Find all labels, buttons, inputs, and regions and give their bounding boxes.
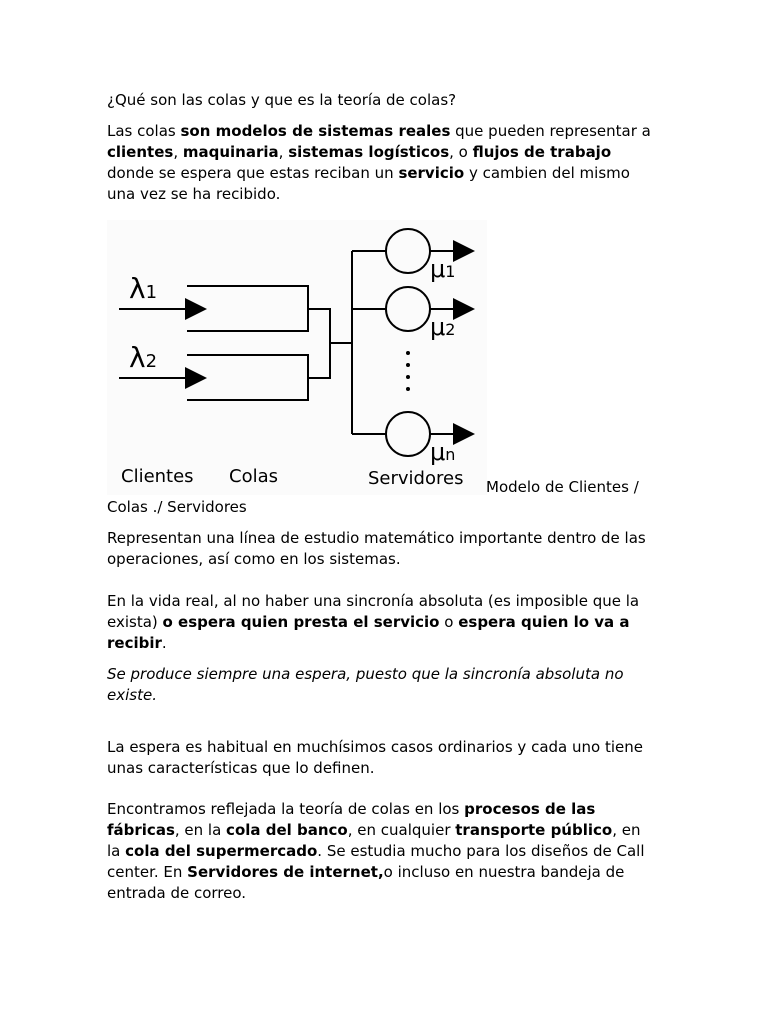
bold-phrase: maquinaria: [182, 143, 279, 161]
bold-phrase: espera quien lo va a recibir: [107, 613, 630, 652]
bold-phrase: cola del banco: [226, 821, 348, 839]
bold-phrase: sistemas logísticos: [288, 143, 450, 161]
queue-model-diagram: [107, 220, 487, 495]
bold-phrase: o espera quien presta el servicio: [162, 613, 440, 631]
mu-1-label: μ1: [430, 255, 456, 283]
ellipsis-dot: [406, 375, 410, 379]
figure-caption-line-1: Modelo de Clientes /: [486, 478, 639, 496]
bold-phrase: procesos de las fábricas: [107, 800, 596, 839]
bold-phrase: flujos de trabajo: [472, 143, 612, 161]
bold-phrase: clientes: [107, 143, 174, 161]
mu-n-label: μn: [430, 438, 456, 466]
paragraph-intro: Las colas son modelos de sistemas reales que pueden representar a clientes, maquinaria, sistemas logísticos, o flujos de trabajo donde se espera que estas reciban un servicio y cambien del mismo una vez se ha recibido.: [107, 122, 651, 203]
queues-label: Colas: [229, 466, 278, 487]
paragraph-italic-note: Se produce siempre una espera, puesto que la sincronía absoluta no existe.: [107, 665, 624, 704]
paragraph-examples: Encontramos reflejada la teoría de colas en los procesos de las fábricas, en la cola del banco, en cualquier transporte público, en la cola del supermercado. Se estudia mucho para los diseños de Call center. En Servidores de internet,o incluso en nuestra bandeja de entrada de correo.: [107, 800, 645, 902]
paragraph-waiting: La espera es habitual en muchísimos casos ordinarios y cada uno tiene unas características que lo definen.: [107, 738, 643, 777]
lambda-2-label: λ2: [129, 341, 158, 374]
servers-label: Servidores: [368, 468, 464, 489]
clients-label: Clientes: [121, 466, 194, 487]
paragraph-study: Representan una línea de estudio matemático importante dentro de las operaciones, así como en los sistemas.: [107, 529, 646, 568]
ellipsis-dot: [406, 351, 410, 355]
ellipsis-dot: [406, 363, 410, 367]
bold-phrase: son modelos de sistemas reales: [180, 122, 451, 140]
ellipsis-dot: [406, 387, 410, 391]
figure-caption-line-2: Colas ./ Servidores: [107, 498, 247, 516]
paragraph-real-life: En la vida real, al no haber una sincronía absoluta (es imposible que la exista) o espera quien presta el servicio o espera quien lo va a recibir.: [107, 592, 640, 652]
lambda-1-label: λ1: [129, 272, 158, 305]
heading: ¿Qué son las colas y que es la teoría de colas?: [107, 91, 457, 109]
bold-phrase: servicio: [398, 164, 465, 182]
bold-phrase: cola del supermercado: [125, 842, 318, 860]
bold-phrase: Servidores de internet,: [187, 863, 384, 881]
bold-phrase: transporte público: [455, 821, 613, 839]
queue-diagram-svg: [107, 220, 487, 495]
mu-2-label: μ2: [430, 313, 456, 341]
